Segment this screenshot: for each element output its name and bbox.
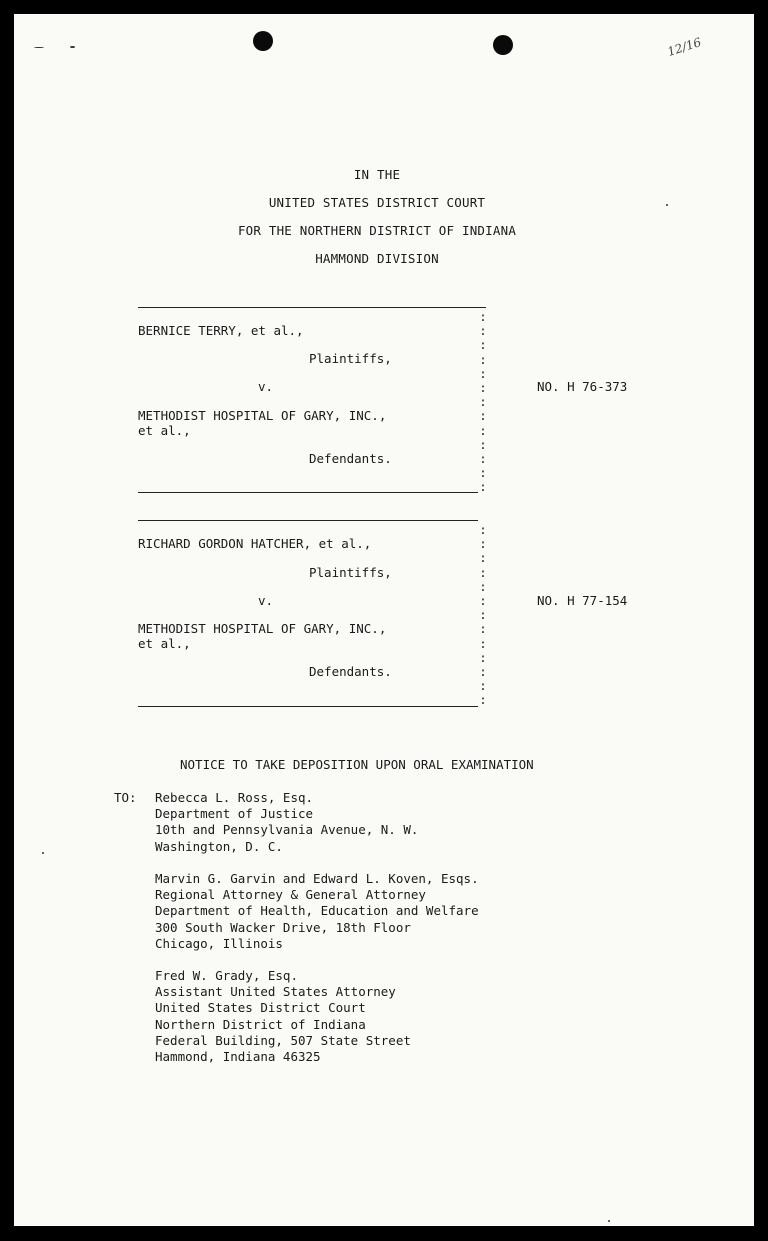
speck [34, 47, 44, 48]
court-line-4: HAMMOND DIVISION [315, 251, 439, 266]
case1-case-number: NO. H 76-373 [537, 379, 628, 394]
recipient-block-1: Rebecca L. Ross, Esq. Department of Justice 10th and Pennsylvania Avenue, N. W. Washington, D. C. [155, 790, 419, 854]
case1-plaintiffs-label: Plaintiffs, [309, 351, 392, 366]
caption-colons: : : : : : : : : : : : : : [479, 523, 487, 708]
recipient-block-2: Marvin G. Garvin and Edward L. Koven, Esqs. Regional Attorney & General Attorney Department of Health, Education and Welfare 300 South Wacker Drive, 18th Floor Chicago, Illinois [155, 871, 479, 951]
speck [608, 1220, 610, 1222]
recipient-block-3: Fred W. Grady, Esq. Assistant United States Attorney United States District Court Northern District of Indiana Federal Building, 507 State Street Hammond, Indiana 46325 [155, 968, 411, 1065]
notice-title: NOTICE TO TAKE DEPOSITION UPON ORAL EXAMINATION [180, 757, 534, 772]
case2-defendant-line1: METHODIST HOSPITAL OF GARY, INC., [138, 621, 387, 636]
caption-rule-bottom [138, 706, 478, 707]
case2-defendant-line2: et al., [138, 636, 191, 651]
speck [42, 852, 44, 854]
court-line-2: UNITED STATES DISTRICT COURT [268, 195, 486, 210]
case1-plaintiff: BERNICE TERRY, et al., [138, 323, 304, 338]
caption-colons: : : : : : : : : : : : : : [479, 310, 487, 495]
case2-plaintiff: RICHARD GORDON HATCHER, et al., [138, 536, 372, 551]
case1-defendants-label: Defendants. [309, 451, 392, 466]
case1-defendant-line1: METHODIST HOSPITAL OF GARY, INC., [138, 408, 387, 423]
case2-plaintiffs-label: Plaintiffs, [309, 565, 392, 580]
caption-rule-bottom [138, 492, 478, 493]
case2-versus: v. [258, 593, 274, 608]
punch-hole-right [493, 35, 513, 55]
case2-defendants-label: Defendants. [309, 664, 392, 679]
to-label: TO: [114, 790, 137, 805]
caption-rule-top [138, 520, 478, 521]
document-page [14, 14, 754, 1226]
caption-rule-top [138, 307, 486, 308]
handwritten-note: 12/16 [666, 34, 704, 60]
punch-hole-left [253, 31, 273, 51]
case1-defendant-line2: et al., [138, 423, 191, 438]
court-line-3: FOR THE NORTHERN DISTRICT OF INDIANA [237, 223, 517, 238]
case2-case-number: NO. H 77-154 [537, 593, 628, 608]
speck [70, 46, 75, 48]
case1-versus: v. [258, 379, 274, 394]
court-line-1: IN THE [353, 167, 401, 182]
